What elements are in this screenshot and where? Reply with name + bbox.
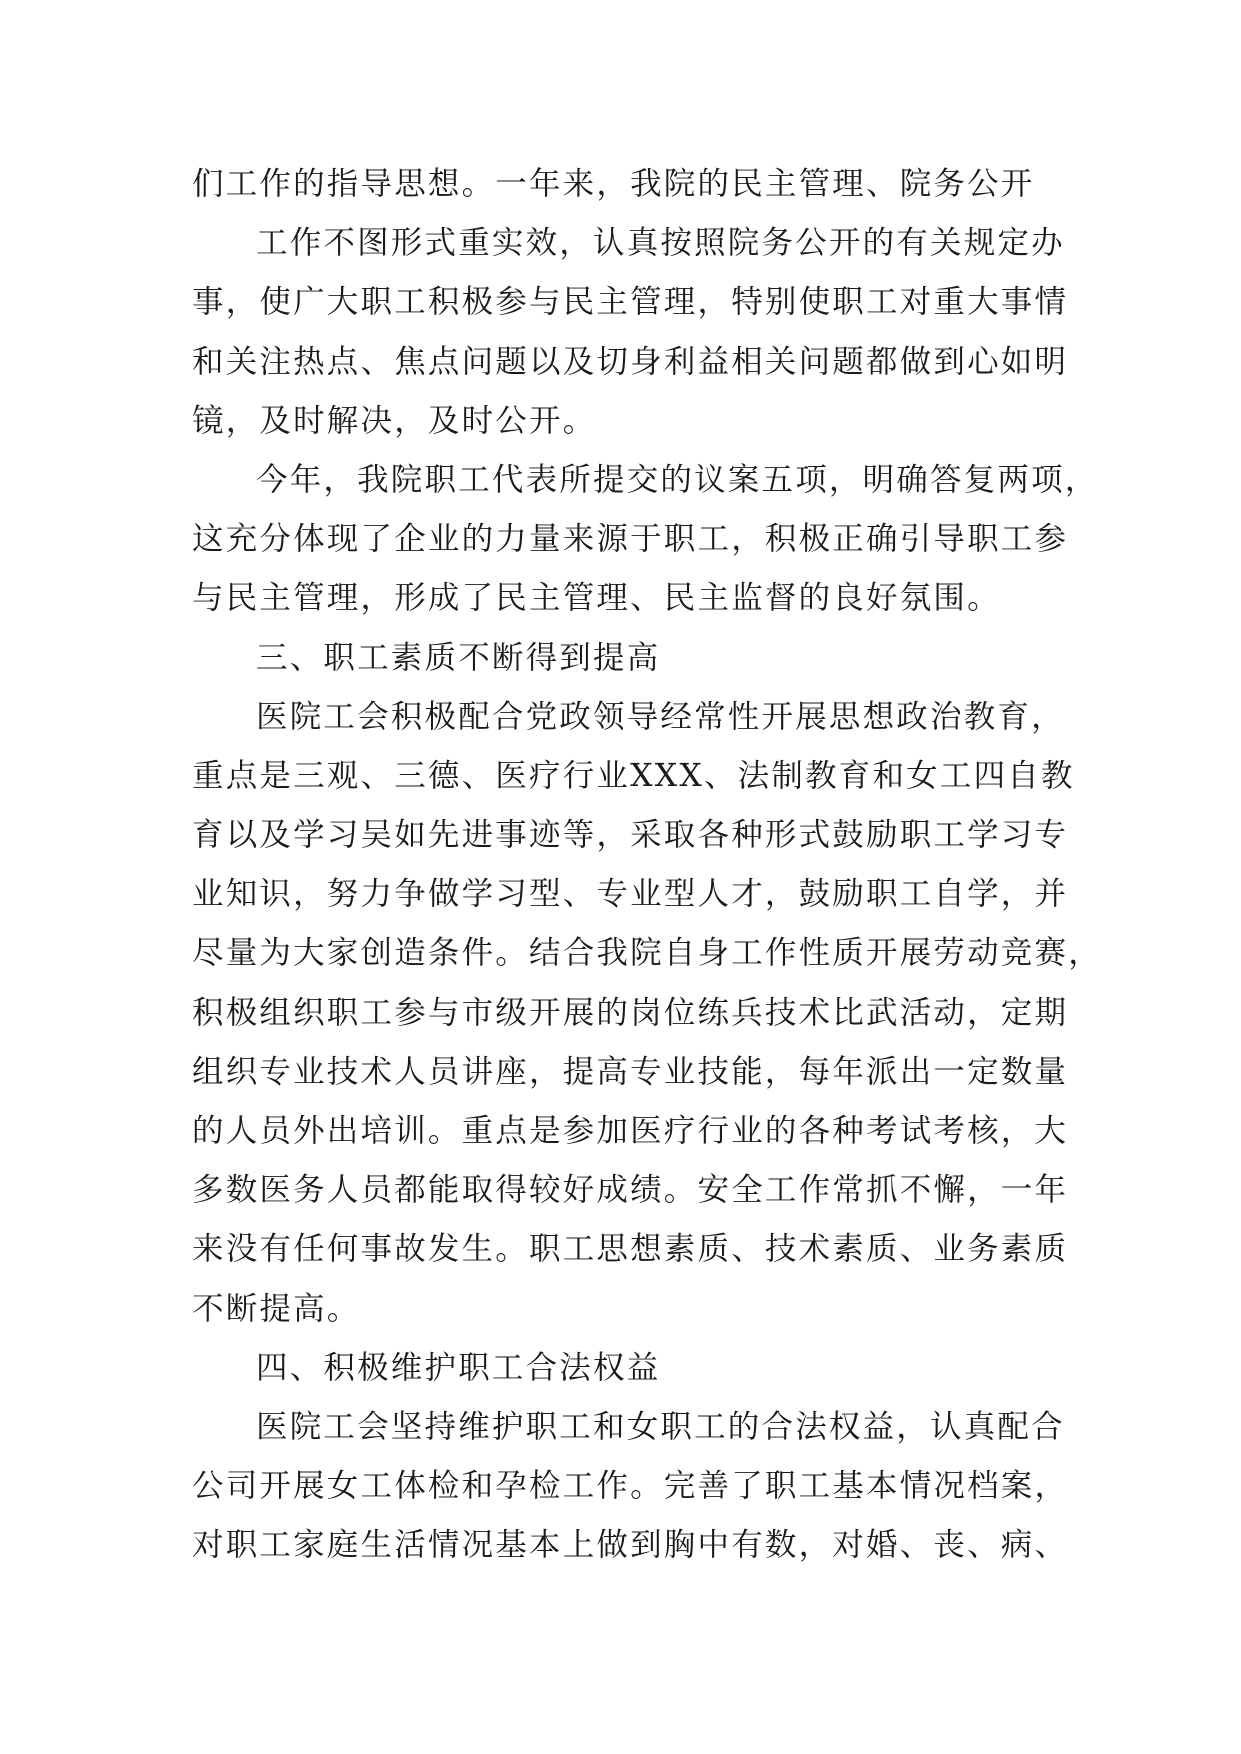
document-body xyxy=(192,155,1102,1576)
section-heading: 四、积极维护职工合法权益 xyxy=(256,1349,661,1386)
text-line: 与民主管理，形成了民主管理、民主监督的良好氛围。 xyxy=(192,580,1001,617)
text-line: 这充分体现了企业的力量来源于职工，积极正确引导职工参 xyxy=(192,521,1069,558)
text-line: 重点是三观、三德、医疗行业XXX、法制教育和女工四自教 xyxy=(192,757,1075,794)
text-line: 医院工会坚持维护职工和女职工的合法权益，认真配合 xyxy=(256,1408,1065,1445)
section-heading: 三、职工素质不断得到提高 xyxy=(256,639,661,676)
text-line: 公司开展女工体检和孕检工作。完善了职工基本情况档案， xyxy=(192,1468,1069,1505)
text-line: 对职工家庭生活情况基本上做到胸中有数，对婚、丧、病、 xyxy=(192,1527,1069,1564)
text-line: 镜，及时解决，及时公开。 xyxy=(192,402,597,439)
text-line: 尽量为大家创造条件。结合我院自身工作性质开展劳动竞赛， xyxy=(192,935,1102,972)
text-line: 和关注热点、焦点问题以及切身利益相关问题都做到心如明 xyxy=(192,343,1069,380)
text-line: 多数医务人员都能取得较好成绩。安全工作常抓不懈，一年 xyxy=(192,1172,1069,1209)
text-line: 积极组织职工参与市级开展的岗位练兵技术比武活动，定期 xyxy=(192,994,1069,1031)
text-line: 们工作的指导思想。一年来，我院的民主管理、院务公开 xyxy=(192,166,1035,202)
text-line: 事，使广大职工积极参与民主管理，特别使职工对重大事情 xyxy=(192,284,1069,321)
text-line: 业知识，努力争做学习型、专业型人才，鼓励职工自学，并 xyxy=(192,876,1069,913)
text-line: 工作不图形式重实效，认真按照院务公开的有关规定办 xyxy=(256,225,1065,262)
text-line: 医院工会积极配合党政领导经常性开展思想政治教育， xyxy=(256,698,1065,735)
text-line: 的人员外出培训。重点是参加医疗行业的各种考试考核，大 xyxy=(192,1113,1069,1149)
text-line: 来没有任何事故发生。职工思想素质、技术素质、业务素质 xyxy=(192,1231,1069,1268)
text-line: 今年，我院职工代表所提交的议案五项，明确答复两项， xyxy=(256,461,1099,498)
text-line: 育以及学习吴如先进事迹等，采取各种形式鼓励职工学习专 xyxy=(192,817,1069,854)
text-line: 组织专业技术人员讲座，提高专业技能，每年派出一定数量 xyxy=(192,1053,1069,1090)
text-line: 不断提高。 xyxy=(192,1290,361,1327)
